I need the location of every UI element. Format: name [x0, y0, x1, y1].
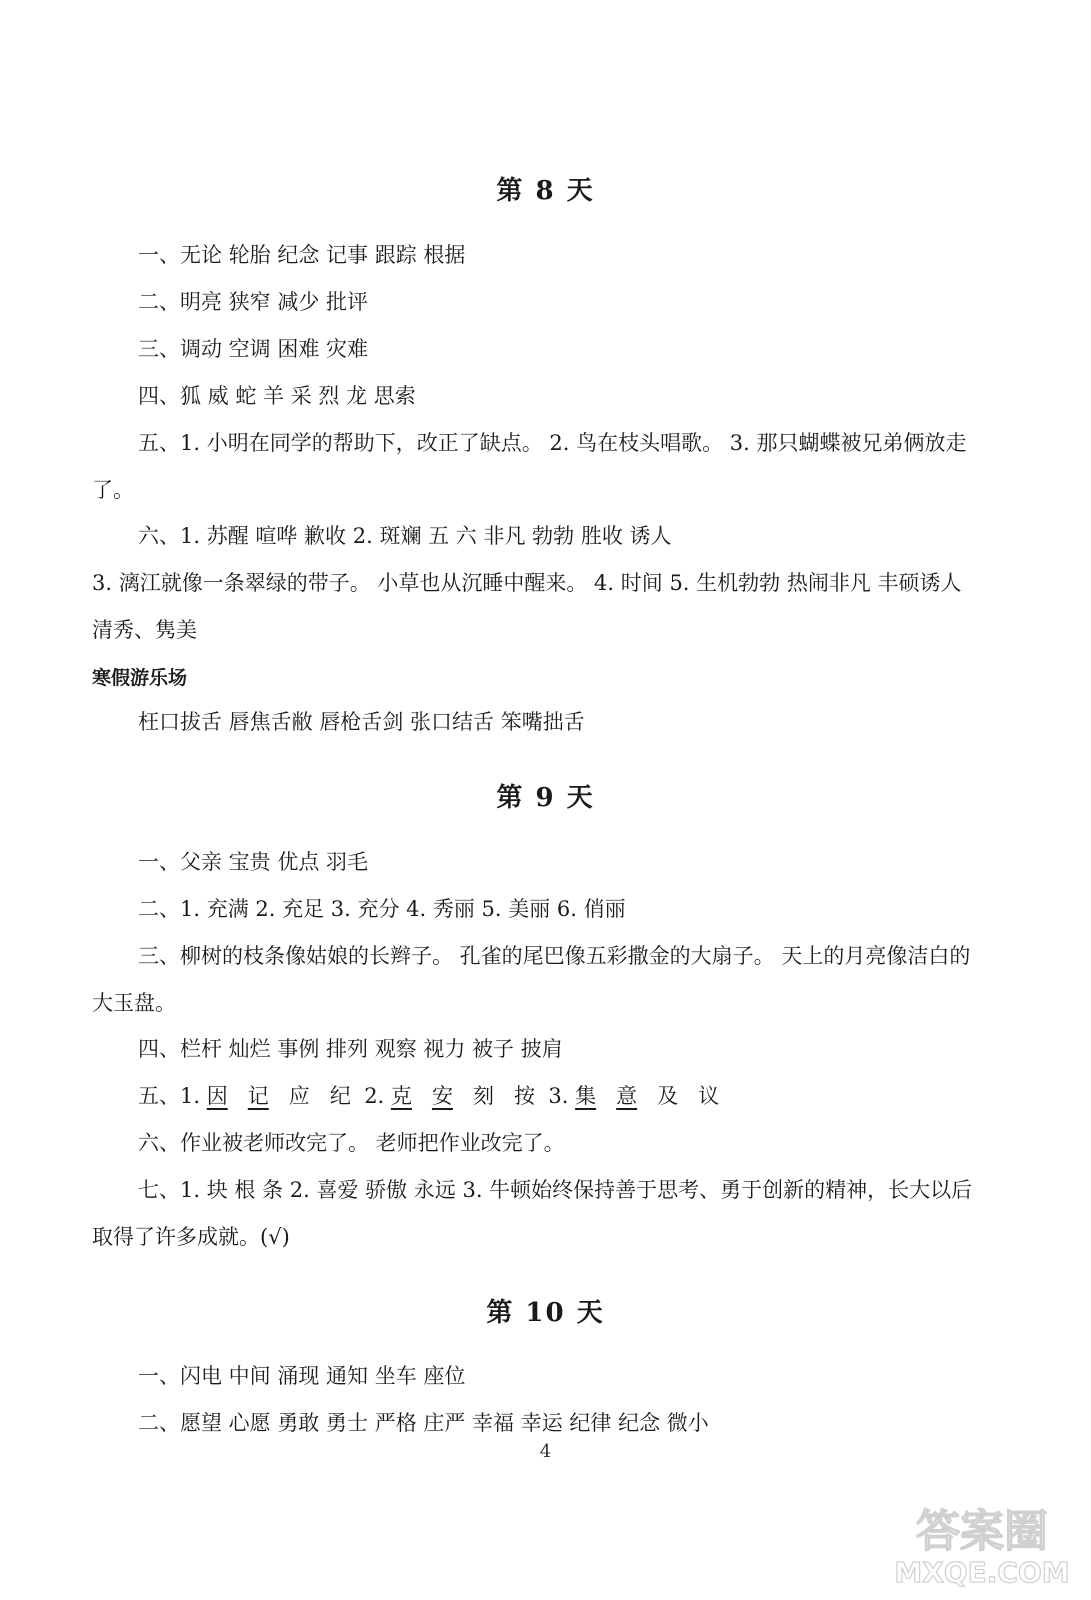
day9-line-4: 四、栏杆 灿烂 事例 排列 观察 视力 被子 披肩 — [138, 1037, 563, 1061]
l5-word: 应 — [288, 1084, 310, 1108]
l5-word: 按 — [514, 1084, 536, 1108]
day9-line-5 — [138, 1081, 978, 1111]
l5-word: 及 — [657, 1084, 679, 1108]
day9-line-2: 二、1. 充满 2. 充足 3. 充分 4. 秀丽 5. 美丽 6. 俏丽 — [138, 897, 626, 921]
day8-line-1: 一、无论 轮胎 纪念 记事 跟踪 根据 — [138, 243, 466, 267]
page-number: 4 — [539, 1441, 552, 1462]
day8-line-6: 六、1. 苏醒 喧哗 歉收 2. 斑斓 五 六 非凡 勃勃 胜收 诱人 — [138, 524, 672, 548]
l5-number: 2. — [364, 1084, 385, 1108]
l5-word-underlined: 因 — [206, 1084, 228, 1108]
day9-line-3: 三、柳树的枝条像姑娘的长辫子。 孔雀的尾巴像五彩撒金的大扇子。 天上的月亮像洁白的大玉盘。 — [92, 944, 971, 1015]
winter-line-1: 枉口拔舌 唇焦舌敝 唇枪舌剑 张口结舌 笨嘴拙舌 — [138, 710, 585, 734]
watermark-bottom-text: MXQE.COM — [894, 1556, 1070, 1589]
l5-word: 刻 — [472, 1084, 494, 1108]
day8-line-2: 二、明亮 狭窄 减少 批评 — [138, 290, 369, 314]
l5-word-underlined: 集 — [575, 1084, 597, 1108]
l5-prefix: 五、1. — [138, 1084, 201, 1108]
day9-title: 第 9 天 — [496, 783, 595, 813]
l5-number: 3. — [548, 1084, 569, 1108]
day10-line-2: 二、愿望 心愿 勇敢 勇士 严格 庄严 幸福 幸运 纪律 纪念 微小 — [138, 1411, 709, 1435]
watermark-logo — [887, 1494, 1077, 1594]
l5-word-underlined: 记 — [247, 1084, 269, 1108]
l5-word-underlined: 克 — [390, 1084, 412, 1108]
day8-line-3: 三、调动 空调 困难 灾难 — [138, 337, 369, 361]
day8-line-4: 四、狐 威 蛇 羊 采 烈 龙 思索 — [138, 384, 416, 408]
watermark-top-text: 答案圈 — [916, 1506, 1048, 1557]
l5-word: 议 — [698, 1084, 720, 1108]
day9-line-6: 六、作业被老师改完了。 老师把作业改完了。 — [138, 1131, 565, 1155]
l5-word: 纪 — [329, 1084, 351, 1108]
day9-line-1: 一、父亲 宝贵 优点 羽毛 — [138, 850, 369, 874]
day10-line-1: 一、闪电 中间 涌现 通知 坐车 座位 — [138, 1364, 466, 1388]
l5-word-underlined: 安 — [431, 1084, 453, 1108]
day9-line-7: 七、1. 块 根 条 2. 喜爱 骄傲 永远 3. 牛顿始终保持善于思考、勇于创新的精神，长大以后取得了许多成就。(√) — [92, 1178, 973, 1249]
day8-line-5: 五、1. 小明在同学的帮助下，改正了缺点。 2. 鸟在枝头唱歌。 3. 那只蝴蝶被兄弟俩放走了。 — [92, 431, 967, 502]
day8-line-7: 3. 漓江就像一条翠绿的带子。 小草也从沉睡中醒来。 4. 时间 5. 生机勃勃 热闹非凡 丰硕诱人 清秀、隽美 — [92, 571, 962, 642]
l5-word-underlined: 意 — [616, 1084, 638, 1108]
winter-section-label: 寒假游乐场 — [92, 667, 188, 689]
day10-title: 第 10 天 — [486, 1298, 605, 1328]
day8-title: 第 8 天 — [496, 176, 595, 206]
